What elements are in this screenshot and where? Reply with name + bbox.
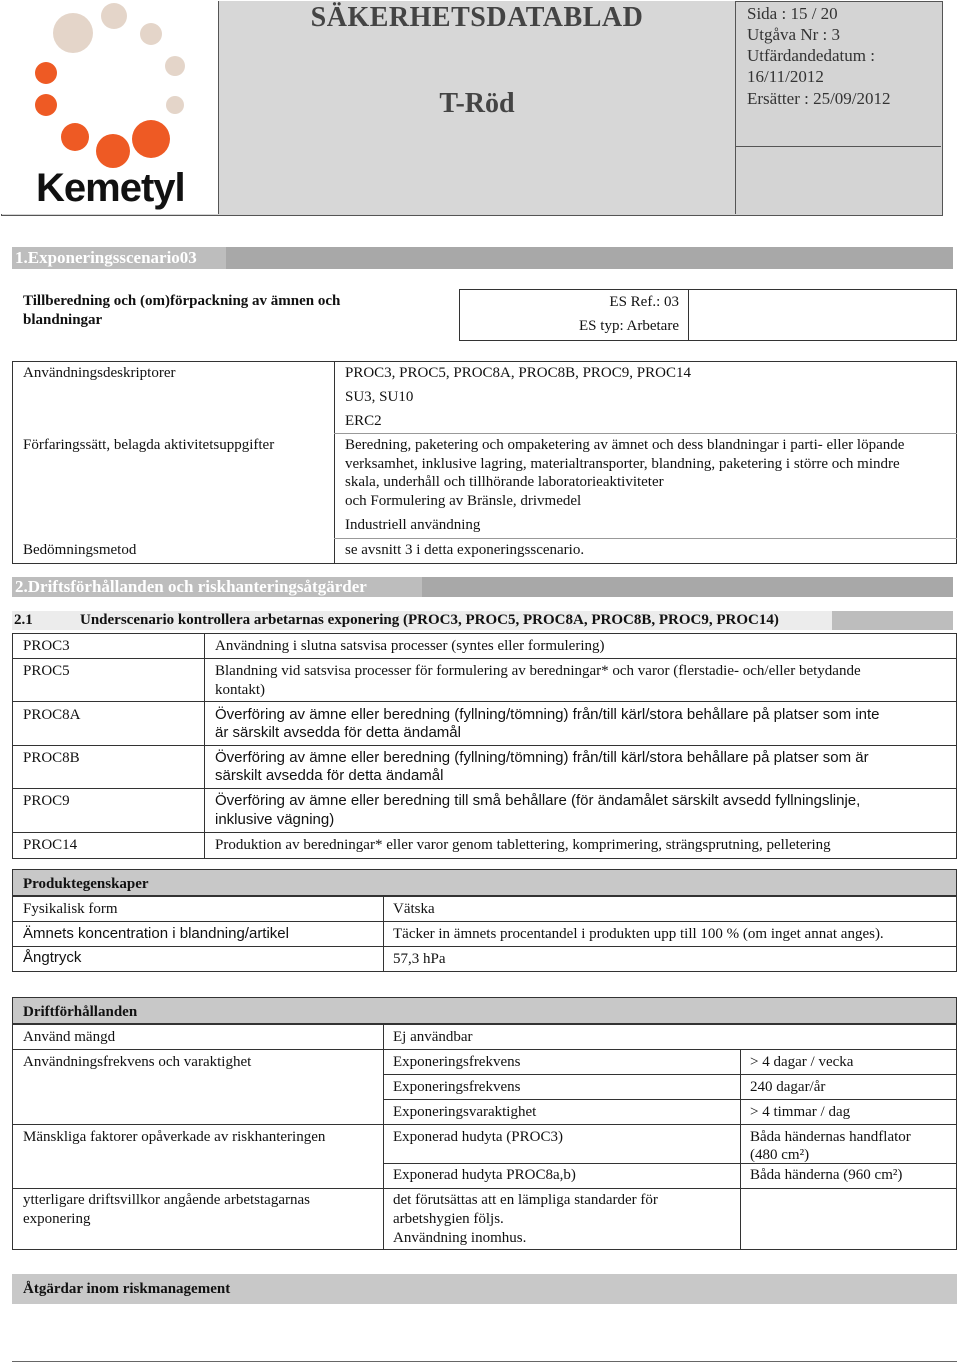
logo-wordmark: Kemetyl bbox=[36, 166, 185, 210]
assessment-value: se avsnitt 3 i detta exponeringsscenario. bbox=[345, 542, 585, 558]
amount-label: Använd mängd bbox=[23, 1029, 116, 1045]
product-properties-header bbox=[12, 869, 957, 896]
skin-exposure-value: Båda händernas handflator bbox=[750, 1129, 911, 1145]
proc-description: Användning i slutna satsvisa processer (syntes eller formulering) bbox=[215, 638, 605, 654]
duration-param: Exponeringsvaraktighet bbox=[393, 1104, 537, 1120]
process-line: och Formulering av Bränsle, drivmedel bbox=[345, 493, 582, 509]
skin-exposure-value: Båda händerna (960 cm²) bbox=[750, 1167, 903, 1183]
product-label: Fysikalisk form bbox=[23, 901, 118, 917]
proc-description: Överföring av ämne eller beredning till små behållare (för ändamålet särskilt avsedd fyllningslinje, bbox=[215, 792, 861, 809]
skin-exposure-param: Exponerad hudyta (PROC3) bbox=[393, 1129, 563, 1145]
scenario-title-line2: blandningar bbox=[23, 312, 103, 328]
frequency-param: Exponeringsfrekvens bbox=[393, 1054, 521, 1070]
issue-date: 16/11/2012 bbox=[747, 67, 824, 86]
process-label: Förfaringssätt, belagda aktivitetsuppgifter bbox=[23, 437, 275, 453]
product-label: Ångtryck bbox=[23, 949, 82, 966]
es-ref: ES Ref.: 03 bbox=[609, 294, 679, 310]
product-value: Täcker in ämnets procentandel i produkten upp till 100 % (om inget annat anges). bbox=[393, 926, 884, 942]
product-value: Vätska bbox=[393, 901, 435, 917]
logo-area bbox=[1, 1, 219, 214]
proc-code: PROC8A bbox=[23, 707, 81, 723]
section2-heading: 2.Driftsförhållanden och riskhanteringsåtgärder bbox=[15, 577, 367, 596]
product-label: Ämnets koncentration i blandning/artikel bbox=[23, 925, 289, 942]
document-title: SÄKERHETSDATABLAD bbox=[310, 2, 644, 33]
additional-condition: Användning inomhus. bbox=[393, 1230, 527, 1246]
process-line: Beredning, paketering och ompaketering av ämnet och dess blandningar i parti- eller löpande bbox=[345, 437, 905, 453]
proc-description: inklusive vägning) bbox=[215, 811, 335, 828]
frequency-label: Användningsfrekvens och varaktighet bbox=[23, 1054, 252, 1070]
descriptors-label: Användningsdeskriptorer bbox=[23, 365, 176, 381]
skin-exposure-param: Exponerad hudyta PROC8a,b) bbox=[393, 1167, 576, 1183]
subscenario-number: 2.1 bbox=[14, 612, 33, 628]
additional-conditions-label: ytterligare driftsvillkor angående arbetstagarnas bbox=[23, 1192, 310, 1208]
operating-conditions-heading: Driftförhållanden bbox=[23, 1004, 138, 1020]
additional-condition: arbetshygien följs. bbox=[393, 1211, 504, 1227]
footer-divider bbox=[12, 1361, 957, 1362]
scenario-title-line1: Tillberedning och (om)förpackning av ämnen och bbox=[23, 293, 341, 309]
proc-code: PROC8B bbox=[23, 750, 80, 766]
section1-bar bbox=[12, 247, 953, 269]
product-value: 57,3 hPa bbox=[393, 951, 446, 967]
replaces-date: Ersätter : 25/09/2012 bbox=[747, 89, 891, 108]
descriptor-erc: ERC2 bbox=[345, 413, 382, 429]
descriptor-su: SU3, SU10 bbox=[345, 389, 414, 405]
human-factors-label: Mänskliga faktorer opåverkade av riskhanteringen bbox=[23, 1129, 326, 1145]
product-properties-heading: Produktegenskaper bbox=[23, 876, 149, 892]
additional-condition: det förutsättas att en lämpliga standarder för bbox=[393, 1192, 658, 1208]
frequency-param: Exponeringsfrekvens bbox=[393, 1079, 521, 1095]
descriptor-proc: PROC3, PROC5, PROC8A, PROC8B, PROC9, PROC14 bbox=[345, 365, 691, 381]
duration-value: > 4 timmar / dag bbox=[750, 1104, 851, 1120]
section2-bar bbox=[12, 577, 953, 597]
skin-exposure-value: (480 cm²) bbox=[750, 1147, 810, 1163]
subscenario-title: Underscenario kontrollera arbetarnas exponering (PROC3, PROC5, PROC8A, PROC8B, PROC9, PROC14) bbox=[80, 612, 779, 628]
proc-code: PROC3 bbox=[23, 638, 70, 654]
section1-heading: 1.Exponeringsscenario03 bbox=[15, 248, 197, 267]
frequency-value: > 4 dagar / vecka bbox=[750, 1054, 854, 1070]
es-type: ES typ: Arbetare bbox=[579, 318, 679, 334]
operating-conditions-header bbox=[12, 997, 957, 1024]
proc-description: kontakt) bbox=[215, 682, 265, 698]
proc-description: Överföring av ämne eller beredning (fyllning/tömning) från/till kärl/stora behållare på platser som inte bbox=[215, 706, 880, 723]
proc-code: PROC5 bbox=[23, 663, 70, 679]
amount-value: Ej användbar bbox=[393, 1029, 473, 1045]
proc-description: Produktion av beredningar* eller varor genom tablettering, komprimering, strängsprutning, pelletering bbox=[215, 837, 831, 853]
proc-description: Överföring av ämne eller beredning (fyllning/tömning) från/till kärl/stora behållare på platser som är bbox=[215, 749, 869, 766]
assessment-label: Bedömningsmetod bbox=[23, 542, 137, 558]
process-line: verksamhet, inklusive lagring, materialtransporter, blandning, paketering i större och mindre bbox=[345, 456, 900, 472]
page-number: Sida : 15 / 20 bbox=[747, 4, 838, 23]
proc-description: är särskilt avsedda för detta ändamål bbox=[215, 724, 461, 741]
edition-number: Utgåva Nr : 3 bbox=[747, 25, 841, 44]
process-line: skala, underhåll och tillhörande laboratorieaktiviteter bbox=[345, 474, 664, 490]
proc-code: PROC14 bbox=[23, 837, 78, 853]
subscenario-bar bbox=[12, 611, 953, 630]
issue-date-label: Utfärdandedatum : bbox=[747, 46, 875, 65]
frequency-value: 240 dagar/år bbox=[750, 1079, 826, 1095]
additional-conditions-label: exponering bbox=[23, 1211, 91, 1227]
proc-code: PROC9 bbox=[23, 793, 70, 809]
proc-description: Blandning vid satsvisa processer för formulering av beredningar* och varor (flerstadie- och/eller betydande bbox=[215, 663, 861, 679]
industrial-use: Industriell användning bbox=[345, 517, 481, 533]
risk-management-heading: Åtgärdar inom riskmanagement bbox=[23, 1281, 231, 1297]
proc-description: särskilt avsedda för detta ändamål bbox=[215, 767, 444, 784]
product-name: T-Röd bbox=[439, 88, 515, 119]
